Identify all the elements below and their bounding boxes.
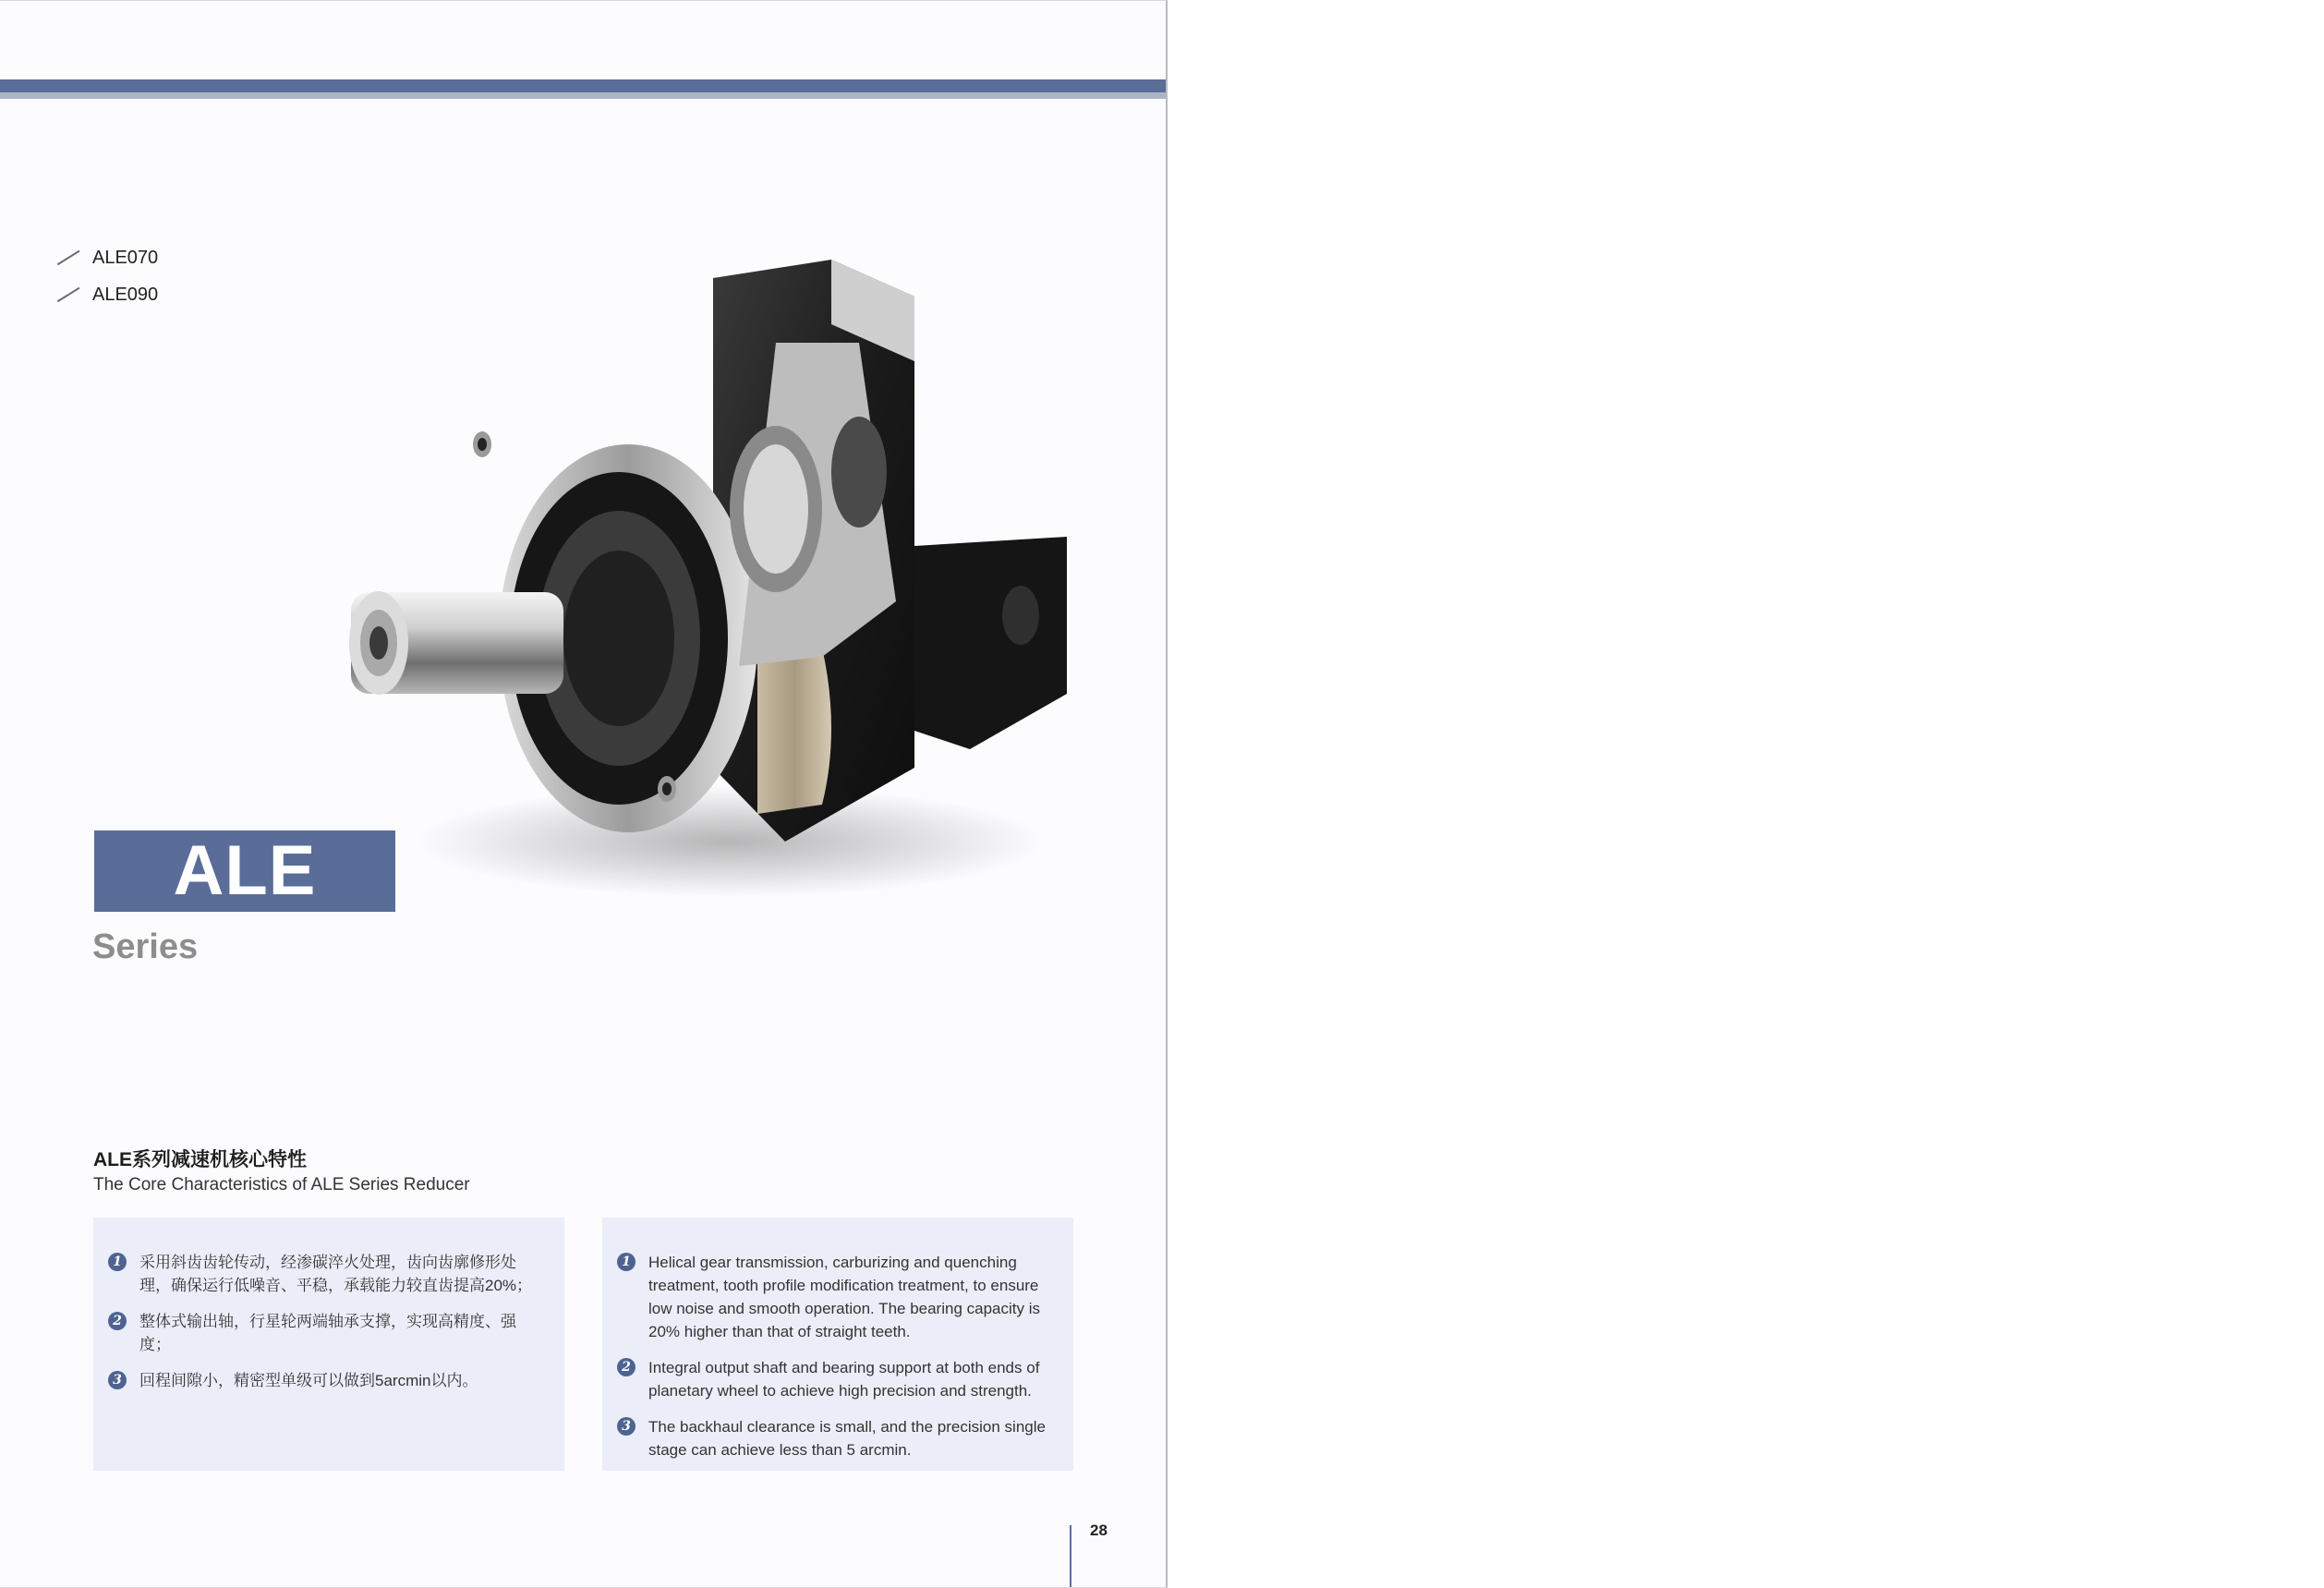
number-3-icon: 3 [617,1417,635,1436]
characteristics-heading-cn: ALE系列减速机核心特性 [93,1149,307,1170]
feature-item [108,1251,537,1297]
model-label: ALE090 [92,284,159,305]
feature-item [617,1415,1049,1461]
feature-item [108,1310,537,1356]
feature-text: 回程间隙小，精密型单级可以做到5arcmin以内。 [139,1372,478,1389]
model-label: ALE070 [92,247,159,268]
feature-panel-en [602,1218,1073,1471]
model-item [54,276,158,313]
slash-icon [54,249,81,267]
feature-text: 采用斜齿齿轮传动，经渗碳淬火处理，齿向齿廓修形处理，确保运行低噪音、平稳，承载能力较直齿提高20%； [139,1254,533,1294]
model-item [54,239,158,276]
number-3-icon: 3 [108,1371,127,1389]
feature-item [617,1251,1049,1343]
header-band [0,79,1166,92]
series-code: ALE [173,831,317,910]
number-1-icon: 1 [617,1253,635,1271]
number-1-icon: 1 [108,1253,127,1271]
footer-rule [1070,1525,1071,1587]
header-band-accent [0,92,1166,99]
feature-text: 整体式输出轴，行星轮两端轴承支撑，实现高精度、强度； [139,1313,516,1353]
characteristics-heading-en: The Core Characteristics of ALE Series Reducer [93,1175,470,1194]
slash-icon [54,285,81,304]
series-word: Series [92,927,199,966]
page-number: 28 [1090,1521,1108,1539]
feature-text: Helical gear transmission, carburizing and quenching treatment, tooth profile modification treatment, to ensure low noise and smooth operation. The bearing capacity is 20% higher than that of straight teeth. [648,1254,1040,1340]
feature-item [108,1369,537,1392]
feature-item [617,1356,1049,1402]
feature-panel-cn [93,1218,564,1471]
series-badge [94,830,395,912]
model-list [54,239,158,313]
feature-text: Integral output shaft and bearing support at both ends of planetary wheel to achieve high precision and strength. [648,1359,1040,1400]
number-2-icon: 2 [108,1312,127,1330]
feature-text: The backhaul clearance is small, and the precision single stage can achieve less than 5 arcmin. [648,1418,1046,1459]
number-2-icon: 2 [617,1358,635,1376]
product-image [342,250,1090,915]
